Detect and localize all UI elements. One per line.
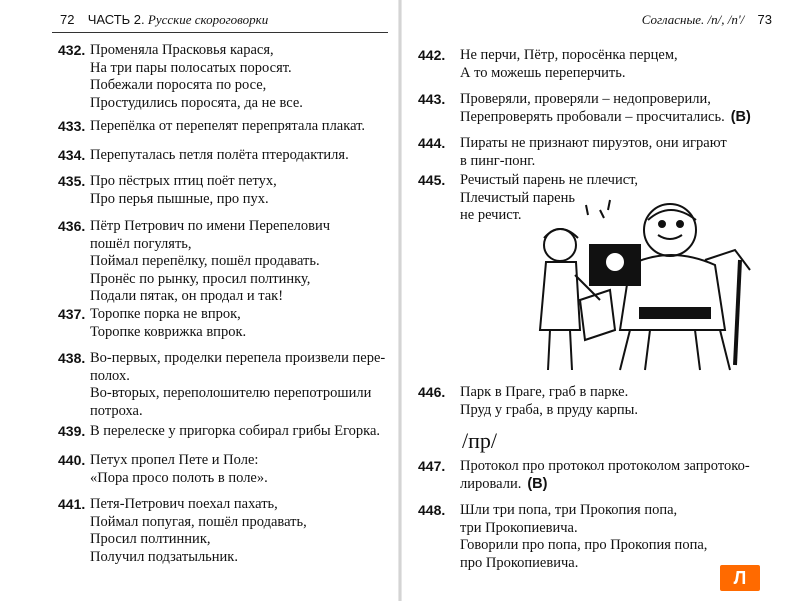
tongue-twister-item — [58, 423, 380, 441]
item-line-text: Поймал попугая, пошёл продавать, — [90, 513, 307, 530]
item-line-text: Простудились поросята, да не все. — [90, 94, 303, 111]
tongue-twister-item — [58, 173, 277, 208]
item-line-text: Во-вторых, переполошителю перепотрошили — [90, 385, 372, 401]
tongue-twister-item — [418, 91, 751, 126]
item-line — [90, 60, 303, 78]
item-line-text: Не перчи, Пётр, поросёнка перцем, — [460, 47, 678, 63]
part-title: Русские скороговорки — [147, 12, 269, 27]
item-line — [460, 402, 638, 420]
item-number: 444. — [418, 135, 446, 151]
item-line — [460, 109, 751, 127]
item-line — [90, 236, 330, 254]
item-line-text: лировали. — [460, 475, 522, 492]
item-line-text: Про перья пышные, про пух. — [90, 190, 269, 207]
item-line-text: Пираты не признают пируэтов, они играют — [460, 135, 727, 151]
item-line — [90, 470, 268, 488]
item-line — [460, 384, 638, 402]
item-line-text: Получил подзатыльник. — [90, 548, 238, 565]
item-number: 432. — [58, 42, 86, 58]
item-number: 443. — [418, 91, 446, 107]
item-line-text: Подали пятак, он продал и так! — [90, 288, 284, 304]
header-rule — [52, 32, 388, 33]
pirate-illustration — [520, 190, 760, 375]
page-number: 73 — [757, 12, 772, 27]
item-line-text: На три пары полосатых поросят. — [90, 59, 292, 76]
item-number: 434. — [58, 147, 86, 163]
item-line-text: Перепуталась петля полёта птеродактиля. — [90, 147, 349, 163]
item-line-text: Просил полтинник, — [90, 531, 211, 547]
tongue-twister-item — [58, 42, 303, 112]
item-number: 436. — [58, 218, 86, 234]
item-number: 440. — [58, 452, 86, 468]
item-line-text: полох. — [90, 367, 130, 384]
item-line — [90, 531, 307, 549]
item-line — [90, 385, 385, 403]
item-number: 435. — [58, 173, 86, 189]
item-line — [460, 476, 750, 494]
tongue-twister-item — [58, 306, 246, 341]
item-line — [90, 173, 277, 191]
page-number: 72 — [60, 12, 75, 27]
item-line — [90, 271, 330, 289]
item-line — [90, 218, 330, 236]
item-line-text: в пинг-понг. — [460, 152, 536, 169]
item-line — [460, 47, 678, 65]
item-line — [460, 458, 750, 476]
item-line — [460, 172, 638, 190]
item-line-text: А то можешь переперчить. — [460, 64, 626, 81]
header-title: Согласные. /п/, /п'/ — [641, 12, 745, 27]
left-page-header — [60, 12, 268, 28]
item-line-text: Перепёлка от перепелят перепрятала плакат. — [90, 118, 365, 134]
item-number: 439. — [58, 423, 86, 439]
tongue-twister-item — [418, 47, 678, 82]
item-line — [90, 253, 330, 271]
item-number: 437. — [58, 306, 86, 322]
item-line-text: Плечистый парень — [460, 189, 575, 206]
item-line — [90, 288, 330, 306]
tongue-twister-item — [58, 452, 268, 487]
item-line-text: пошёл погулять, — [90, 235, 192, 252]
item-line-text: «Пора просо полоть в поле». — [90, 469, 268, 486]
tongue-twister-item — [58, 350, 385, 420]
item-line-text: Променяла Прасковья карася, — [90, 42, 274, 58]
item-line — [90, 549, 307, 567]
item-line-text: про Прокопиевича. — [460, 554, 579, 571]
item-line-text: Пронёс по рынку, просил полтинку, — [90, 270, 311, 287]
item-line — [460, 91, 751, 109]
item-line-text: Речистый парень не плечист, — [460, 172, 639, 188]
right-page-header — [642, 12, 772, 28]
item-line — [90, 77, 303, 95]
item-line-text: Протокол про протокол протоколом запротоко- — [460, 458, 750, 474]
item-tag: (В) — [527, 475, 548, 492]
item-line-text: Во-первых, проделки перепела произвели пере- — [90, 350, 386, 366]
item-tag: (В) — [730, 108, 751, 125]
item-line — [90, 452, 268, 470]
item-line — [90, 118, 365, 136]
item-line-text: Торопке порка не впрок, — [90, 306, 241, 322]
item-line-text: Перепроверять пробовали – просчитались. — [460, 108, 725, 125]
tongue-twister-item — [58, 118, 365, 136]
tongue-twister-item — [418, 384, 638, 419]
item-line-text: не речист. — [460, 207, 522, 223]
item-line-text: потроха. — [90, 402, 143, 419]
item-line-text: Шли три попа, три Прокопия попа, — [460, 502, 678, 518]
item-line — [90, 191, 277, 209]
item-number: 446. — [418, 384, 446, 400]
tongue-twister-item — [58, 147, 349, 165]
item-line-text: Петя-Петрович поехал пахать, — [90, 496, 278, 512]
item-line-text: Проверяли, проверяли – недопроверили, — [460, 91, 711, 107]
item-number: 447. — [418, 458, 446, 474]
item-line-text: Поймал перепёлку, пошёл продавать. — [90, 253, 320, 269]
item-line-text: Побежали поросята по росе, — [90, 77, 267, 93]
item-line — [90, 403, 385, 421]
item-number: 441. — [58, 496, 86, 512]
item-line — [90, 514, 307, 532]
item-line — [460, 520, 707, 538]
item-line — [90, 306, 246, 324]
item-line — [460, 555, 707, 573]
item-line-text: Парк в Праге, граб в парке. — [460, 384, 629, 400]
item-line — [460, 65, 678, 83]
item-line — [90, 42, 303, 60]
item-line-text: В перелеске у пригорка собирал грибы Егорка. — [90, 423, 381, 439]
item-line — [460, 153, 727, 171]
item-number: 442. — [418, 47, 446, 63]
item-line-text: три Прокопиевича. — [460, 519, 578, 536]
item-number: 448. — [418, 502, 446, 518]
tongue-twister-item — [418, 502, 707, 572]
item-line-text: Говорили про попа, про Прокопия попа, — [460, 537, 708, 553]
section-heading: /пр/ — [462, 428, 497, 453]
item-line-text: Про пёстрых птиц поёт петух, — [90, 173, 277, 189]
item-line-text: Торопке коврижка впрок. — [90, 323, 247, 340]
part-label: ЧАСТЬ 2. — [87, 12, 145, 27]
item-line — [90, 423, 380, 441]
item-line — [90, 324, 246, 342]
item-line — [460, 537, 707, 555]
item-number: 445. — [418, 172, 446, 188]
tongue-twister-item — [418, 458, 750, 493]
item-line — [90, 496, 307, 514]
item-line-text: Пруд у граба, в пруду карпы. — [460, 401, 638, 418]
item-number: 438. — [58, 350, 86, 366]
tongue-twister-item — [58, 496, 307, 566]
item-line — [460, 135, 727, 153]
item-line-text: Пётр Петрович по имени Перепелович — [90, 218, 331, 234]
item-line — [90, 350, 385, 368]
tongue-twister-item — [418, 135, 727, 170]
item-line — [90, 368, 385, 386]
publisher-logo: Л — [720, 565, 760, 591]
item-number: 433. — [58, 118, 86, 134]
right-page — [400, 0, 800, 601]
item-line-text: Петух пропел Пете и Поле: — [90, 452, 259, 468]
tongue-twister-item — [58, 218, 330, 306]
item-line — [90, 147, 349, 165]
item-line — [460, 502, 707, 520]
item-line — [90, 95, 303, 113]
